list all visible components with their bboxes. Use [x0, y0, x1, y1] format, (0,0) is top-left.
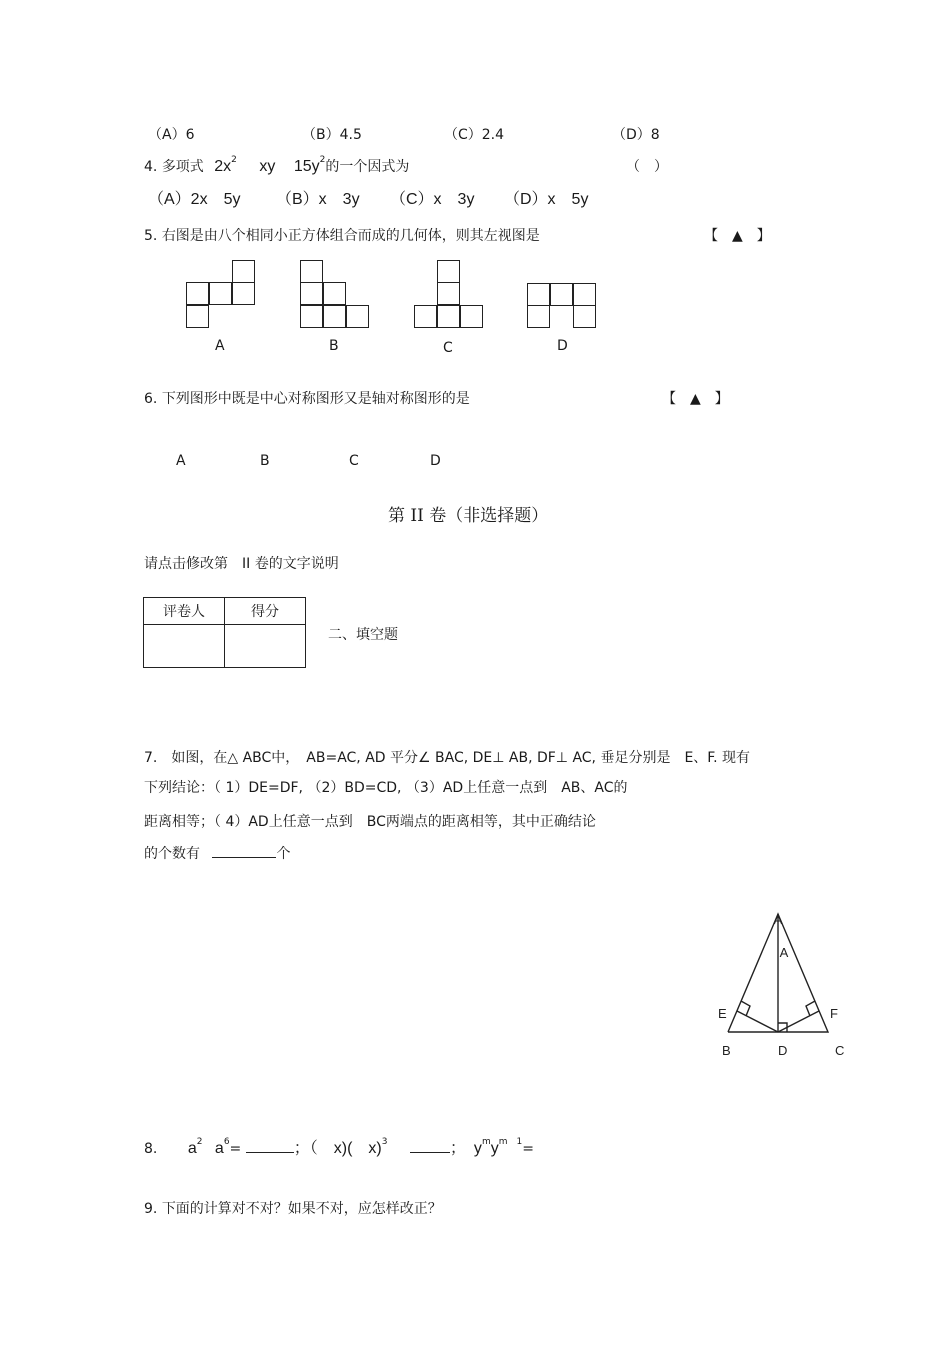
- q4-option-d: （D）x 5y: [504, 191, 589, 208]
- q4-option-c: （C）x 3y: [390, 191, 475, 208]
- label-d: D: [778, 1043, 788, 1058]
- q7-triangle-figure: [700, 900, 860, 1070]
- q6-text: 下列图形中既是中心对称图形又是轴对称图形的是: [161, 391, 470, 407]
- segment-de: [737, 1011, 778, 1032]
- q6-number: 6.: [144, 391, 158, 407]
- q3-option-c: （C）2.4: [444, 127, 505, 143]
- q3-option-d: （D）8: [612, 127, 660, 143]
- q8-equals-1: =: [229, 1141, 242, 1157]
- q8-term-1-exp: 2: [196, 1137, 203, 1147]
- q7-line-1: 7. 如图，在△ ABC中， AB=AC, AD 平分∠ BAC, DE⊥ AB, DF⊥ AC, 垂足分别是 E、F. 现有: [144, 750, 751, 766]
- q5-text: 右图是由八个相同小正方体组合而成的几何体，则其左视图是: [161, 228, 540, 244]
- q7-line-2: 下列结论：（ 1）DE=DF, （2）BD=CD, （3）AD上任意一点到 AB、AC的: [144, 780, 628, 796]
- q5-label-b: B: [329, 338, 339, 354]
- q4-prefix: 多项式: [161, 159, 204, 175]
- segment-df: [778, 1011, 819, 1032]
- q3-option-b: （B）4.5: [302, 127, 362, 143]
- q9-question: [144, 1198, 442, 1218]
- q4-term-b: xy: [259, 158, 276, 175]
- q8-term-4: ； y: [449, 1140, 482, 1157]
- score-table-header-score: 得分: [225, 598, 306, 625]
- q5-label-c: C: [443, 340, 453, 356]
- q8-term-2-exp: 6: [223, 1137, 230, 1147]
- q4-answer-paren: （ ）: [626, 159, 668, 175]
- q9-number: 9.: [144, 1201, 158, 1217]
- q6-question: [144, 388, 470, 408]
- label-e: E: [718, 1006, 727, 1021]
- section-2-title: 第 II 卷（非选择题）: [388, 506, 549, 526]
- label-c: C: [835, 1043, 845, 1058]
- q8-term-4-exp: m: [481, 1137, 491, 1147]
- q7-answer-blank[interactable]: [212, 857, 276, 858]
- score-table: [143, 597, 306, 668]
- label-f: F: [830, 1006, 838, 1021]
- q8-term-1: a: [187, 1140, 197, 1157]
- q7-line-4: [144, 843, 290, 863]
- score-table-cell-grader[interactable]: [144, 625, 225, 668]
- q7-line-3: 距离相等；（ 4）AD上任意一点到 BC两端点的距离相等，其中正确结论: [144, 814, 596, 830]
- q8-number: 8.: [144, 1141, 158, 1157]
- q4-term-a: 2x: [214, 158, 232, 175]
- q4-term-a-exp: 2: [231, 155, 237, 165]
- q5-answer-bracket: 【 ▲ 】: [704, 228, 771, 244]
- q4-term-c: 15y: [293, 158, 320, 175]
- q8-term-3-exp: 3: [381, 1137, 388, 1147]
- q8-term-5: y: [490, 1140, 499, 1157]
- q8-term-2: a: [214, 1140, 224, 1157]
- q5-label-a: A: [215, 338, 225, 354]
- label-b: B: [722, 1043, 731, 1058]
- score-table-cell-score[interactable]: [225, 625, 306, 668]
- q5-label-d: D: [557, 338, 568, 354]
- q7-line-4-prefix: 的个数有: [144, 846, 200, 862]
- q5-question: [144, 225, 540, 245]
- q4-number: 4.: [144, 159, 158, 175]
- q4-option-a: （A）2x 5y: [148, 191, 241, 208]
- q4-question: [144, 156, 409, 176]
- q9-text: 下面的计算对不对？如果不对，应怎样改正？: [161, 1201, 442, 1217]
- q3-option-a: （A）6: [148, 127, 195, 143]
- q6-label-d: D: [430, 453, 441, 469]
- q8-term-3: ；（ x)( x): [293, 1140, 382, 1157]
- label-a-inner: A: [779, 945, 789, 960]
- q4-term-c-exp: 2: [319, 155, 326, 165]
- q8-question: [144, 1135, 534, 1158]
- q8-answer-blank-2[interactable]: [410, 1152, 450, 1153]
- label-a-top: A: [773, 912, 783, 927]
- q6-label-c: C: [349, 453, 359, 469]
- q6-label-a: A: [176, 453, 186, 469]
- q8-term-5-exp: m 1: [498, 1137, 523, 1147]
- q8-answer-blank-1[interactable]: [246, 1152, 294, 1153]
- q8-equals-2: =: [522, 1141, 534, 1157]
- q4-option-b: （B）x 3y: [276, 191, 360, 208]
- q6-label-b: B: [260, 453, 270, 469]
- q7-line-4-suffix: 个: [276, 846, 291, 862]
- section-2-note: 请点击修改第 II 卷的文字说明: [144, 556, 339, 572]
- q6-answer-bracket: 【 ▲ 】: [662, 391, 729, 407]
- q5-number: 5.: [144, 228, 158, 244]
- score-table-header-grader: 评卷人: [144, 598, 225, 625]
- q4-suffix: 的一个因式为: [325, 159, 410, 175]
- section-heading-fill-blank: 二、填空题: [328, 627, 398, 643]
